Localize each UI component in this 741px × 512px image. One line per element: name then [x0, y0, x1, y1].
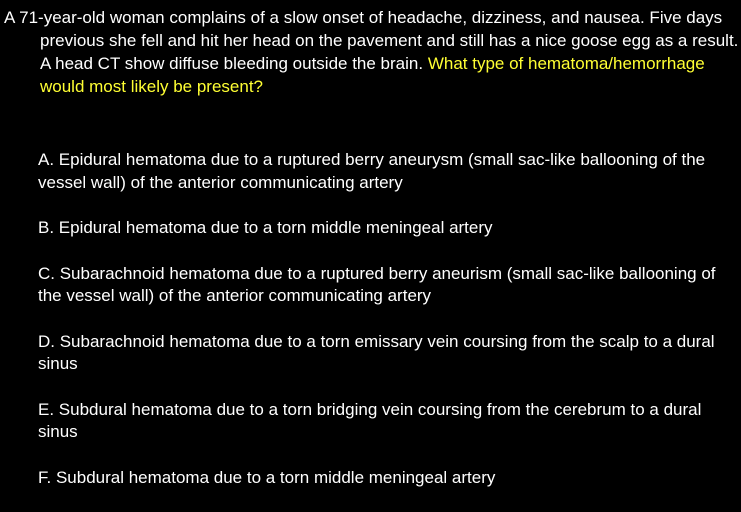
option-a: A. Epidural hematoma due to a ruptured berry aneurysm (small sac-like ballooning of the vessel wall) of the anterior communicating artery	[38, 150, 706, 192]
question-stem: A 71-year-old woman complains of a slow onset of headache, dizziness, and nausea. Five days previous she fell and hit her head on the pavement and still has a nice goose egg as a result. A head CT show diffuse bleeding outside the brain.	[4, 8, 739, 73]
option-f: F. Subdural hematoma due to a torn middle meningeal artery	[38, 467, 496, 487]
option-d: D. Subarachnoid hematoma due to a torn emissary vein coursing from the scalp to a dural sinus	[38, 331, 715, 373]
option-e: E. Subdural hematoma due to a torn bridging vein coursing from the cerebrum to a dural sinus	[38, 399, 702, 441]
option-b: B. Epidural hematoma due to a torn middle meningeal artery	[38, 218, 493, 237]
question-prompt: What type of hematoma/hemorrhage would most likely be present?	[40, 54, 705, 96]
answer-options	[38, 149, 741, 512]
question-text	[4, 6, 740, 98]
option-c: C. Subarachnoid hematoma due to a ruptured berry aneurism (small sac-like ballooning of the vessel wall) of the anterior communicating artery	[38, 263, 716, 305]
